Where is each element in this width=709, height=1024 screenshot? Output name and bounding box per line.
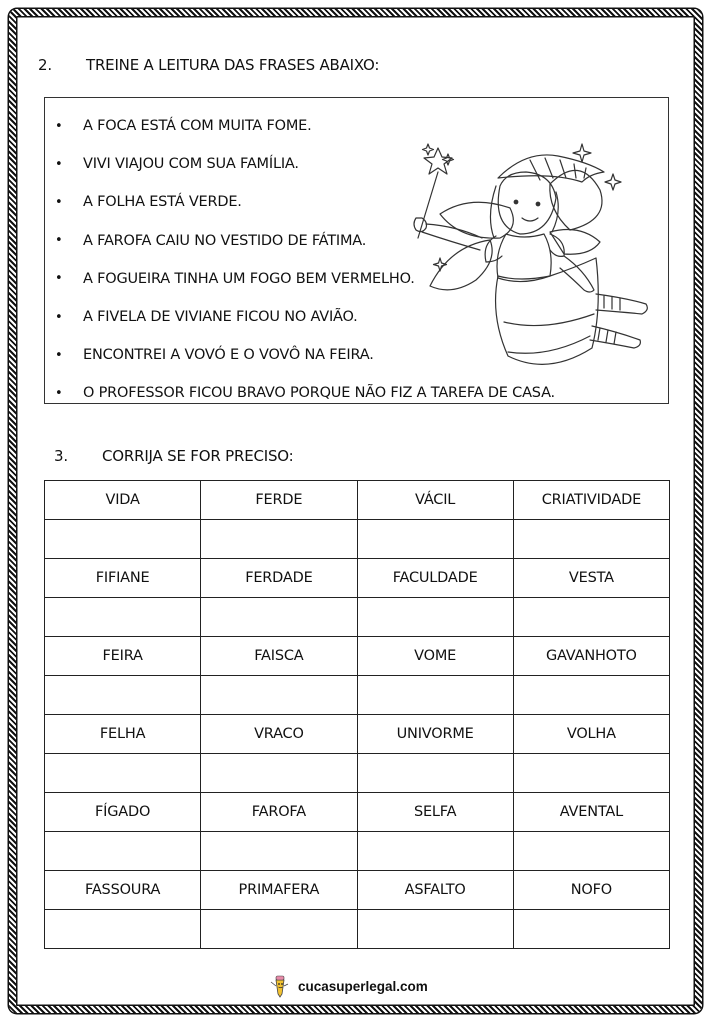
- sentence-text: A FAROFA CAIU NO VESTIDO DE FÁTIMA.: [83, 232, 367, 249]
- answer-row: [45, 754, 670, 793]
- word-cell: FACULDADE: [357, 559, 513, 598]
- word-row: [45, 793, 670, 832]
- pencil-mascot-icon: [268, 974, 290, 998]
- answer-row: [45, 832, 670, 871]
- word-cell: VÁCIL: [357, 481, 513, 520]
- sparkle-icon: [573, 144, 591, 162]
- answer-cell[interactable]: [357, 832, 513, 871]
- sentence-text: A FOGUEIRA TINHA UM FOGO BEM VERMELHO.: [83, 270, 415, 287]
- answer-cell[interactable]: [357, 520, 513, 559]
- section-3-heading: [54, 447, 294, 465]
- word-cell: FELHA: [45, 715, 201, 754]
- word-cell: FAROFA: [201, 793, 357, 832]
- word-cell: FAISCA: [201, 637, 357, 676]
- sentence-item: [45, 374, 555, 412]
- word-cell: FEIRA: [45, 637, 201, 676]
- word-row: [45, 559, 670, 598]
- word-cell: FERDADE: [201, 559, 357, 598]
- sparkle-icon: [423, 144, 434, 155]
- answer-row: [45, 598, 670, 637]
- answer-cell[interactable]: [45, 832, 201, 871]
- word-row: [45, 481, 670, 520]
- bullet-icon: •: [55, 233, 63, 249]
- section-2-number: 2.: [38, 56, 52, 74]
- answer-cell[interactable]: [513, 832, 669, 871]
- word-cell: NOFO: [513, 871, 669, 910]
- answer-cell[interactable]: [201, 598, 357, 637]
- bullet-icon: •: [55, 385, 63, 401]
- answer-cell[interactable]: [45, 598, 201, 637]
- bullet-icon: •: [55, 156, 63, 172]
- word-correction-table: [44, 480, 670, 949]
- word-cell: VESTA: [513, 559, 669, 598]
- fairy-illustration: [400, 126, 650, 366]
- answer-cell[interactable]: [513, 910, 669, 949]
- word-row: [45, 871, 670, 910]
- word-cell: VRACO: [201, 715, 357, 754]
- answer-cell[interactable]: [201, 676, 357, 715]
- sentence-text: A FOLHA ESTÁ VERDE.: [83, 194, 242, 211]
- sentence-text: A FOCA ESTÁ COM MUITA FOME.: [83, 118, 312, 135]
- answer-cell[interactable]: [45, 754, 201, 793]
- word-cell: FIFIANE: [45, 559, 201, 598]
- bullet-icon: •: [55, 271, 63, 287]
- section-3-number: 3.: [54, 447, 68, 465]
- bullet-icon: •: [55, 347, 63, 363]
- sparkle-icon: [605, 174, 621, 190]
- word-row: [45, 715, 670, 754]
- section-2-heading: [38, 56, 379, 74]
- answer-cell[interactable]: [45, 676, 201, 715]
- answer-cell[interactable]: [513, 754, 669, 793]
- answer-cell[interactable]: [513, 520, 669, 559]
- answer-cell[interactable]: [513, 676, 669, 715]
- word-row: [45, 637, 670, 676]
- answer-cell[interactable]: [357, 676, 513, 715]
- answer-cell[interactable]: [513, 598, 669, 637]
- word-cell: FERDE: [201, 481, 357, 520]
- section-2-title: TREINE A LEITURA DAS FRASES ABAIXO:: [86, 56, 380, 74]
- sentence-text: O PROFESSOR FICOU BRAVO PORQUE NÃO FIZ A TAREFA DE CASA.: [83, 385, 555, 402]
- sentence-text: A FIVELA DE VIVIANE FICOU NO AVIÃO.: [83, 309, 358, 326]
- sentence-text: ENCONTREI A VOVÓ E O VOVÔ NA FEIRA.: [83, 347, 374, 364]
- footer-site-link[interactable]: cucasuperlegal.com: [298, 978, 428, 994]
- answer-cell[interactable]: [357, 598, 513, 637]
- word-cell: FASSOURA: [45, 871, 201, 910]
- word-cell: CRIATIVIDADE: [513, 481, 669, 520]
- word-cell: UNIVORME: [357, 715, 513, 754]
- answer-cell[interactable]: [357, 910, 513, 949]
- bullet-icon: •: [55, 194, 63, 210]
- word-cell: FÍGADO: [45, 793, 201, 832]
- sentences-box: [44, 97, 669, 404]
- answer-row: [45, 676, 670, 715]
- answer-cell[interactable]: [201, 520, 357, 559]
- answer-cell[interactable]: [45, 520, 201, 559]
- word-cell: AVENTAL: [513, 793, 669, 832]
- word-cell: SELFA: [357, 793, 513, 832]
- word-cell: GAVANHOTO: [513, 637, 669, 676]
- bullet-icon: •: [55, 309, 63, 325]
- answer-row: [45, 910, 670, 949]
- section-3-title: CORRIJA SE FOR PRECISO:: [102, 447, 294, 465]
- word-cell: PRIMAFERA: [201, 871, 357, 910]
- word-cell: VIDA: [45, 481, 201, 520]
- answer-cell[interactable]: [201, 832, 357, 871]
- answer-cell[interactable]: [45, 910, 201, 949]
- answer-cell[interactable]: [357, 754, 513, 793]
- sentence-text: VIVI VIAJOU COM SUA FAMÍLIA.: [83, 156, 299, 173]
- wand-star-icon: [424, 148, 452, 174]
- answer-cell[interactable]: [201, 754, 357, 793]
- word-cell: VOLHA: [513, 715, 669, 754]
- word-cell: ASFALTO: [357, 871, 513, 910]
- word-cell: VOME: [357, 637, 513, 676]
- bullet-icon: •: [55, 118, 63, 134]
- footer-branding: [264, 974, 432, 998]
- answer-cell[interactable]: [201, 910, 357, 949]
- answer-row: [45, 520, 670, 559]
